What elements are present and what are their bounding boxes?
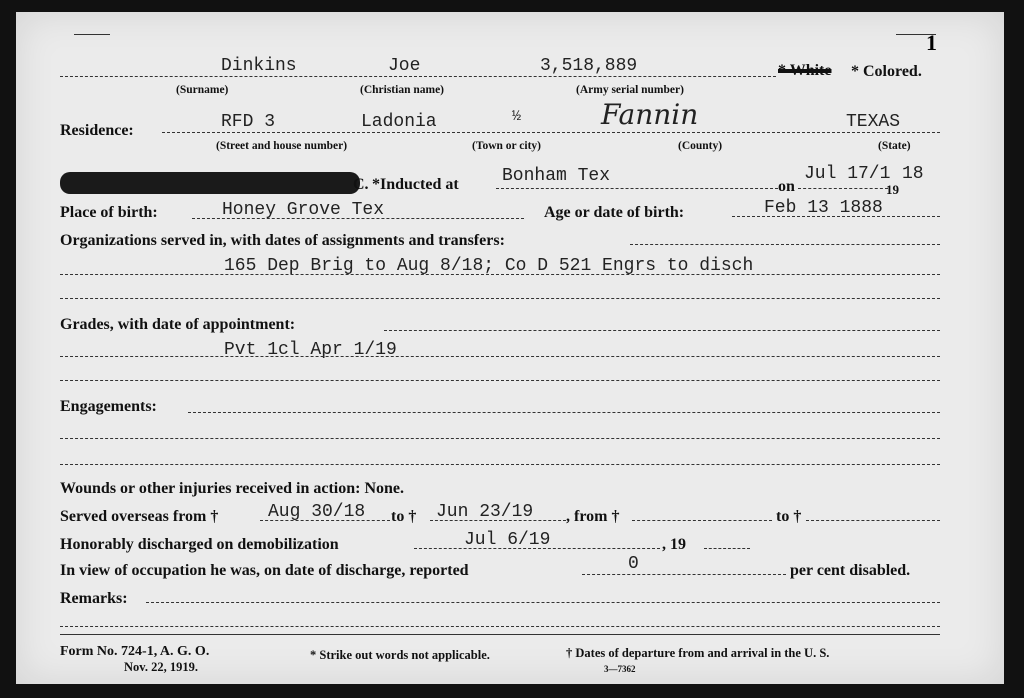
grades-label: Grades, with date of appointment:: [60, 316, 296, 333]
engagements-label: Engagements:: [60, 398, 157, 415]
age-or-dob-label: Age or date of birth:: [544, 204, 685, 221]
inducted-at-value: Bonham Tex: [502, 166, 611, 186]
overseas-to-line: [430, 520, 566, 521]
serial-number-caption: (Army serial number): [576, 84, 684, 96]
discharged-line: [414, 548, 660, 549]
top-mark: [74, 34, 110, 35]
form-number: Form No. 724-1, A. G. O.: [60, 644, 210, 659]
inducted-at-label: *Inducted at: [372, 176, 459, 193]
top-right-mark: [896, 34, 936, 35]
organizations-line-2: [60, 274, 940, 275]
redacted-tail: C.: [353, 176, 369, 193]
percent-disabled-label: per cent disabled.: [790, 562, 911, 579]
overseas-from2-line: [632, 520, 772, 521]
dob-line: [732, 216, 940, 217]
place-of-birth-line: [192, 218, 524, 219]
state-value: TEXAS: [846, 112, 901, 132]
place-of-birth-label: Place of birth:: [60, 204, 158, 221]
overseas-to2-label: to †: [776, 508, 802, 525]
surname-caption: (Surname): [176, 84, 229, 96]
state-caption: (State): [878, 140, 911, 152]
organizations-line-3: [60, 298, 940, 299]
occupation-label: In view of occupation he was, on date of discharge, reported: [60, 562, 469, 579]
serial-number-value: 3,518,889: [540, 56, 638, 76]
county-value: Fannin: [601, 98, 699, 131]
street-caption: (Street and house number): [216, 140, 348, 152]
overseas-to-value: Jun 23/19: [436, 502, 534, 522]
disabled-percent-value: 0: [628, 554, 639, 574]
grades-line-3: [60, 380, 940, 381]
date-of-birth-value: Feb 13 1888: [764, 198, 883, 218]
discharged-value: Jul 6/19: [464, 530, 551, 550]
engagements-line-2: [60, 438, 940, 439]
remarks-line-2: [60, 626, 940, 627]
dates-note: † Dates of departure from and arrival in the U. S.: [566, 646, 830, 660]
town-caption: (Town or city): [472, 140, 541, 152]
grades-value: Pvt 1cl Apr 1/19: [224, 340, 397, 360]
inducted-century: 19: [886, 182, 899, 197]
overseas-to-label: to †: [391, 508, 417, 525]
engagements-line-3: [60, 464, 940, 465]
inducted-at-line: [496, 188, 778, 189]
occupation-line: [582, 574, 786, 575]
bottom-rule: [60, 634, 940, 635]
served-overseas-label: Served overseas from †: [60, 508, 219, 525]
overseas-from-value: Aug 30/18: [268, 502, 366, 522]
colored-label: * Colored.: [851, 63, 922, 80]
remarks-label: Remarks:: [60, 590, 128, 607]
county-caption: (County): [678, 140, 723, 152]
town-value: Ladonia: [361, 112, 437, 132]
wounds-label: Wounds or other injuries received in action: None.: [60, 480, 404, 497]
christian-name-value: Joe: [388, 56, 421, 76]
overseas-to2-line: [806, 520, 940, 521]
organizations-line-1: [630, 244, 940, 245]
name-line: [60, 76, 776, 77]
redaction-bar: [60, 172, 360, 194]
organizations-value: 165 Dep Brig to Aug 8/18; Co D 521 Engrs to disch: [224, 256, 754, 276]
remarks-line-1: [146, 602, 940, 603]
discharged-label: Honorably discharged on demobilization: [60, 536, 339, 553]
white-label-struck: * White: [778, 62, 832, 79]
engagements-line-1: [188, 412, 940, 413]
overseas-from2-label: , from †: [566, 508, 620, 525]
strike-note: * Strike out words not applicable.: [310, 648, 490, 662]
place-of-birth-value: Honey Grove Tex: [222, 200, 385, 220]
residence-label: Residence:: [60, 122, 134, 139]
service-record-card: [16, 12, 1004, 684]
grades-line-2: [60, 356, 940, 357]
overseas-from-line: [260, 520, 390, 521]
print-code: 3—7362: [604, 664, 636, 674]
organizations-label: Organizations served in, with dates of assignments and transfers:: [60, 232, 505, 249]
form-date: Nov. 22, 1919.: [124, 660, 198, 674]
fraction-value: ½: [512, 108, 522, 125]
residence-line: [162, 132, 940, 133]
card-number: 1: [926, 30, 937, 55]
discharged-year-line: [704, 548, 750, 549]
street-value: RFD 3: [221, 112, 276, 132]
grades-line-1: [384, 330, 940, 331]
discharged-year-label: , 19: [662, 536, 686, 553]
on-label: on: [778, 178, 795, 195]
inducted-year: 18: [902, 164, 924, 184]
christian-name-caption: (Christian name): [360, 84, 445, 96]
inducted-on-value: Jul 17/1: [804, 164, 891, 184]
inducted-on-line: [798, 188, 888, 189]
surname-value: Dinkins: [221, 56, 297, 76]
